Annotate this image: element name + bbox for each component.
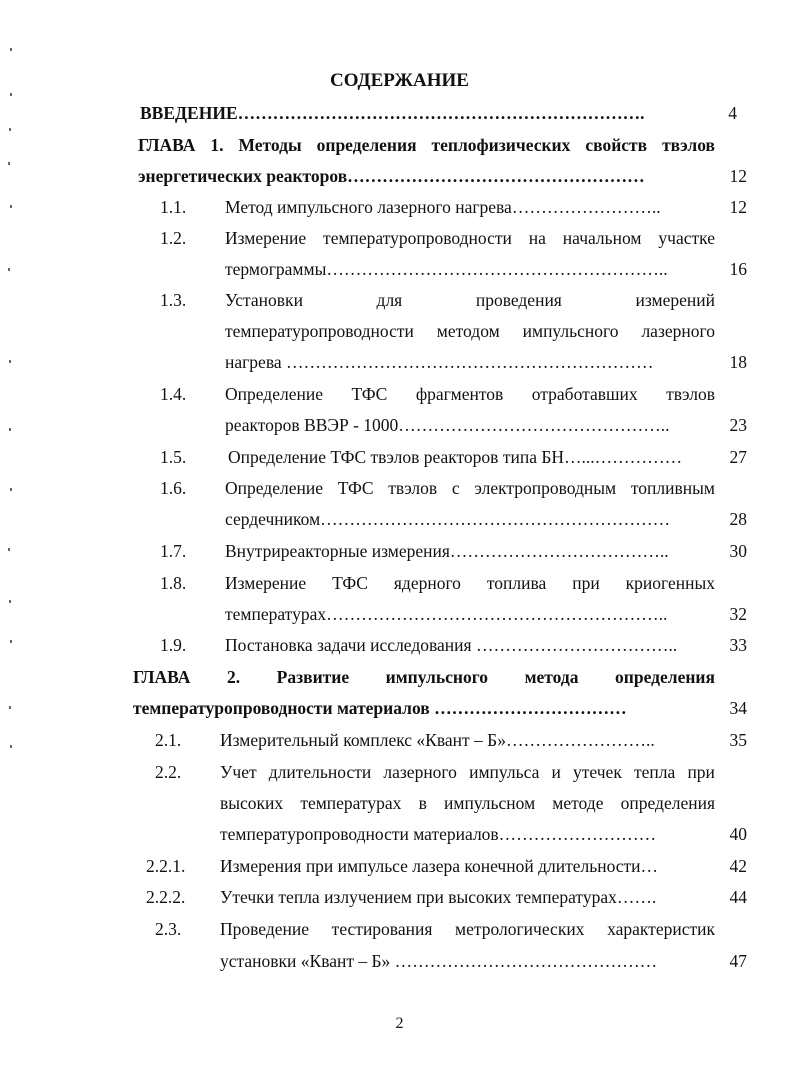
section-word: длительности	[268, 762, 372, 782]
section-title-line[interactable]	[225, 575, 715, 593]
chapter-word: метода	[524, 667, 579, 687]
chapter-word: импульсного	[385, 667, 488, 687]
section-title[interactable]: Измерения при импульсе лазера конечной длительности…	[220, 856, 659, 876]
section-number: 1.7.	[160, 541, 187, 561]
section-number: 1.9.	[160, 635, 187, 655]
scan-speck	[9, 428, 11, 431]
section-word: в	[418, 793, 427, 813]
chapter-word: 1.	[210, 135, 224, 155]
section-word: Учет	[220, 762, 257, 782]
section-number: 1.5.	[160, 447, 187, 467]
section-title[interactable]: Внутриреакторные измерения………………………………..	[225, 541, 669, 561]
section-word: Определение	[225, 478, 323, 498]
scan-speck	[8, 162, 10, 165]
chapter-word: свойств	[585, 135, 648, 155]
scan-speck	[10, 745, 12, 748]
section-word: тестирования	[331, 919, 433, 939]
section-number: 2.2.1.	[146, 856, 186, 876]
section-page: 40	[729, 824, 747, 844]
section-page: 16	[729, 259, 747, 279]
section-title-line[interactable]: нагрева ………………………………………………………	[225, 352, 654, 372]
section-number: 1.1.	[160, 197, 187, 217]
section-word: фрагментов	[415, 384, 504, 404]
section-number: 1.6.	[160, 478, 187, 498]
scan-speck	[10, 93, 12, 96]
scan-speck	[10, 205, 12, 208]
section-word: Измерение	[225, 573, 307, 593]
section-number: 2.1.	[155, 730, 182, 750]
section-word: при	[572, 573, 600, 593]
section-word: криогенных	[625, 573, 715, 593]
section-number: 1.8.	[160, 573, 187, 593]
section-word: ТФС	[337, 478, 374, 498]
section-title-line[interactable]	[220, 795, 715, 813]
section-word: лазерного	[641, 321, 715, 341]
chapter-word: ГЛАВА	[138, 135, 196, 155]
section-word: методом	[436, 321, 500, 341]
section-title-line[interactable]: сердечником……………………………………………………	[225, 509, 671, 529]
chapter-word: твэлов	[662, 135, 715, 155]
chapter-word: ГЛАВА	[133, 667, 191, 687]
section-number: 1.3.	[160, 290, 187, 310]
page-title: СОДЕРЖАНИЕ	[330, 70, 469, 91]
section-word: утечек	[573, 762, 622, 782]
section-word: температуропроводности	[225, 321, 414, 341]
section-word: с	[451, 478, 460, 498]
section-title-line[interactable]	[220, 764, 715, 782]
section-word: Определение	[225, 384, 323, 404]
section-page: 32	[729, 604, 747, 624]
section-page: 30	[729, 541, 747, 561]
section-word: тепла	[634, 762, 676, 782]
section-word: высоких	[220, 793, 284, 813]
section-word: проведения	[475, 290, 562, 310]
section-title[interactable]: Постановка задачи исследования ……………………………..	[225, 635, 678, 655]
section-word: при	[687, 762, 715, 782]
section-page: 44	[729, 887, 747, 907]
section-number: 2.2.2.	[146, 887, 186, 907]
scan-speck	[9, 600, 11, 603]
section-page: 35	[729, 730, 747, 750]
section-word: характеристик	[607, 919, 715, 939]
section-title[interactable]: Метод импульсного лазерного нагрева……………………..	[225, 197, 661, 217]
toc-intro-page: 4	[728, 103, 737, 123]
section-word: Проведение	[220, 919, 310, 939]
chapter-1-title-line1[interactable]	[138, 137, 715, 155]
section-title-line[interactable]: термограммы…………………………………………………..	[225, 259, 668, 279]
chapter-2-page: 34	[729, 698, 747, 718]
section-word: электропроводным	[474, 478, 617, 498]
section-word: лазерного	[383, 762, 457, 782]
section-title[interactable]: Утечки тепла излучением при высоких температурах…….	[220, 887, 657, 907]
section-title-line[interactable]: температурах…………………………………………………..	[225, 604, 668, 624]
section-word: на	[528, 228, 546, 248]
section-title-line[interactable]	[225, 386, 715, 404]
chapter-2-title-line1[interactable]	[133, 669, 715, 687]
section-word: определения	[620, 793, 715, 813]
section-word: и	[551, 762, 561, 782]
section-title-line[interactable]	[225, 292, 715, 310]
scan-speck	[10, 488, 12, 491]
scan-speck	[8, 268, 10, 271]
section-title-line[interactable]	[220, 921, 715, 939]
toc-intro-text[interactable]: ВВЕДЕНИЕ…………………………………………………………….	[140, 103, 645, 123]
section-word: метрологических	[455, 919, 585, 939]
section-word: методе	[552, 793, 604, 813]
section-title-line[interactable]	[225, 230, 715, 248]
section-page: 18	[729, 352, 747, 372]
section-title-line[interactable]	[225, 323, 715, 341]
section-page: 12	[729, 197, 747, 217]
section-word: Установки	[225, 290, 303, 310]
chapter-word: Развитие	[276, 667, 350, 687]
section-page: 47	[729, 951, 747, 971]
scan-speck	[9, 706, 11, 709]
section-page: 33	[729, 635, 747, 655]
scan-speck	[9, 128, 11, 131]
chapter-1-title-line2[interactable]: энергетических реакторов……………………………………………	[138, 166, 645, 186]
section-title-line[interactable]: температуропроводности материалов………………………	[220, 824, 657, 844]
section-word: импульсном	[444, 793, 536, 813]
section-page: 27	[729, 447, 747, 467]
section-number: 1.4.	[160, 384, 187, 404]
section-word: ТФС	[332, 573, 368, 593]
scan-speck	[8, 548, 10, 551]
chapter-1-page: 12	[729, 166, 747, 186]
section-word: твэлов	[666, 384, 715, 404]
chapter-word: Методы	[238, 135, 302, 155]
section-page: 42	[729, 856, 747, 876]
section-title-line[interactable]: реакторов ВВЭР - 1000………………………………………..	[225, 415, 670, 435]
section-word: топливным	[630, 478, 715, 498]
section-word: температурах	[300, 793, 402, 813]
section-page: 23	[729, 415, 747, 435]
section-word: импульса	[469, 762, 540, 782]
section-word: топлива	[486, 573, 547, 593]
scan-speck	[10, 48, 12, 51]
section-number: 2.2.	[155, 762, 182, 782]
scan-speck	[10, 640, 12, 643]
section-word: импульсного	[522, 321, 619, 341]
section-word: измерений	[635, 290, 715, 310]
section-word: отработавших	[531, 384, 638, 404]
section-word: ядерного	[393, 573, 461, 593]
chapter-word: определения	[316, 135, 417, 155]
section-title[interactable]: Определение ТФС твэлов реакторов типа БН…...……………	[228, 447, 683, 467]
section-number: 1.2.	[160, 228, 187, 248]
chapter-2-title-line2[interactable]: температуропроводности материалов ……………………………	[133, 698, 627, 718]
section-word: участке	[658, 228, 715, 248]
section-word: твэлов	[388, 478, 438, 498]
section-title[interactable]: Измерительный комплекс «Квант – Б»……………………..	[220, 730, 655, 750]
section-word: начальном	[562, 228, 642, 248]
page-number: 2	[395, 1015, 404, 1032]
chapter-word: определения	[615, 667, 715, 687]
chapter-word: теплофизических	[431, 135, 571, 155]
scan-speck	[9, 360, 11, 363]
section-word: Измерение	[225, 228, 307, 248]
section-word: ТФС	[351, 384, 388, 404]
section-number: 2.3.	[155, 919, 182, 939]
section-title-line[interactable]	[225, 480, 715, 498]
section-word: температуропроводности	[323, 228, 512, 248]
section-page: 28	[729, 509, 747, 529]
chapter-word: 2.	[226, 667, 241, 687]
section-title-line[interactable]: установки «Квант – Б» ………………………………………	[220, 951, 658, 971]
section-word: для	[376, 290, 403, 310]
